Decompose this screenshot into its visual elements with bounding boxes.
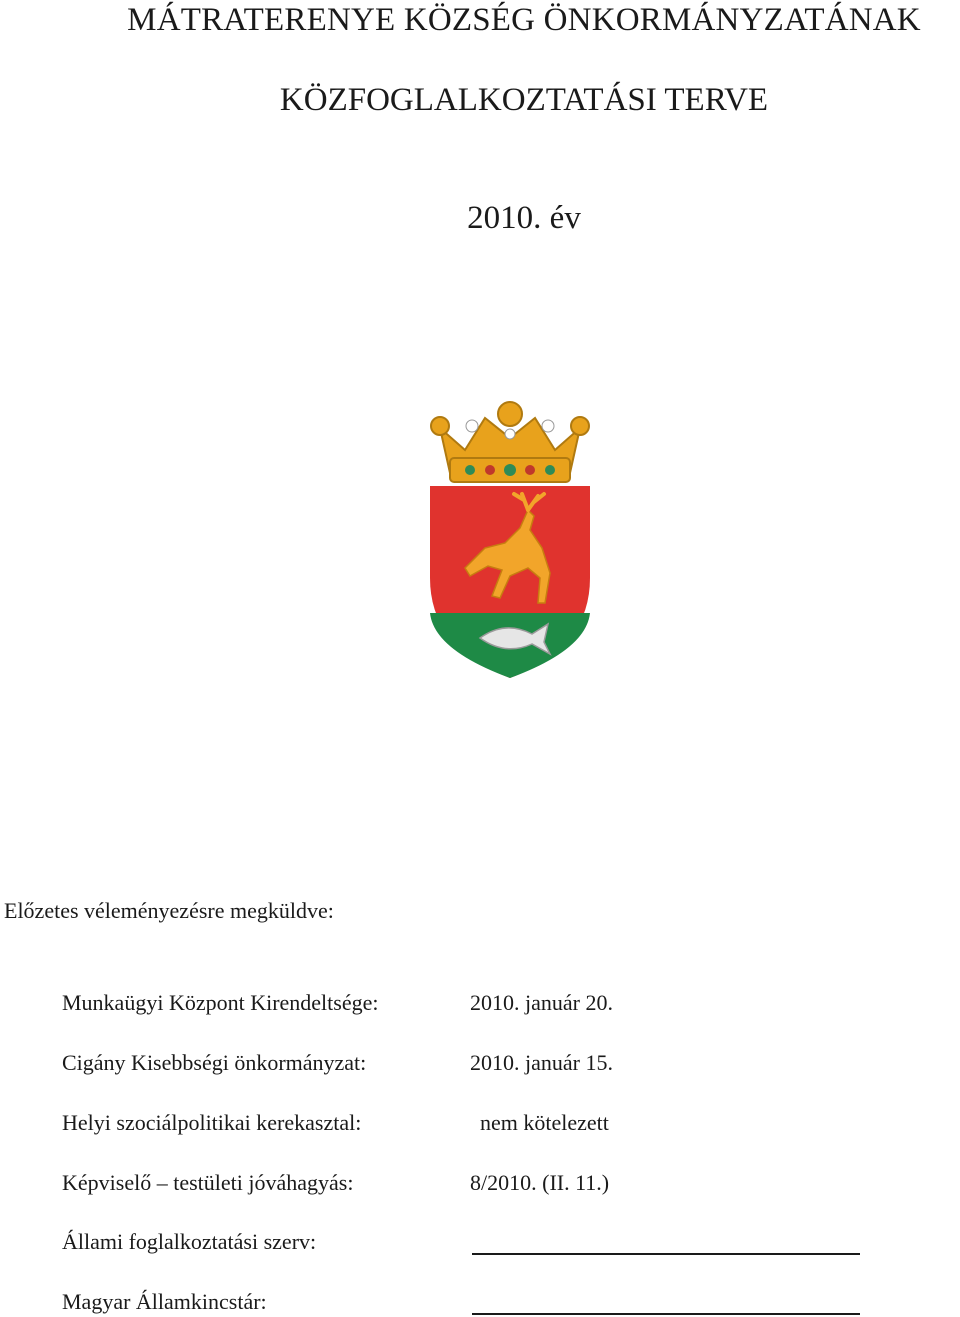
shield-icon [430,486,590,678]
coat-of-arms-icon [410,398,610,683]
crown-icon [431,402,589,482]
review-heading: Előzetes véleményezésre megküldve: [4,898,334,923]
review-row-label: Képviselő – testületi jóváhagyás: [62,1170,354,1195]
review-row-label: Cigány Kisebbségi önkormányzat: [62,1050,367,1075]
signature-blank-line [472,1313,860,1315]
review-row-value: 2010. január 20. [470,990,613,1015]
review-row-label: Helyi szociálpolitikai kerekasztal: [62,1110,362,1135]
review-row [62,1289,267,1315]
review-row [62,1110,609,1136]
review-row [62,1229,316,1255]
review-row-label: Magyar Államkincstár: [62,1289,267,1314]
review-row-value: 8/2010. (II. 11.) [470,1170,610,1195]
review-row-value: 2010. január 15. [470,1050,613,1075]
signature-blank-line [472,1253,860,1255]
review-row [62,1170,610,1196]
review-row-label: Munkaügyi Központ Kirendeltsége: [62,990,379,1015]
document-title-line1: MÁTRATERENYE KÖZSÉG ÖNKORMÁNYZATÁNAK [127,2,921,38]
review-row [62,990,613,1016]
document-title-line2: KÖZFOGLALKOZTATÁSI TERVE [279,82,769,118]
review-row-label: Állami foglalkoztatási szerv: [62,1229,317,1254]
review-row-value: nem kötelezett [480,1110,609,1135]
review-row [62,1050,613,1076]
document-year: 2010. év [467,200,581,236]
